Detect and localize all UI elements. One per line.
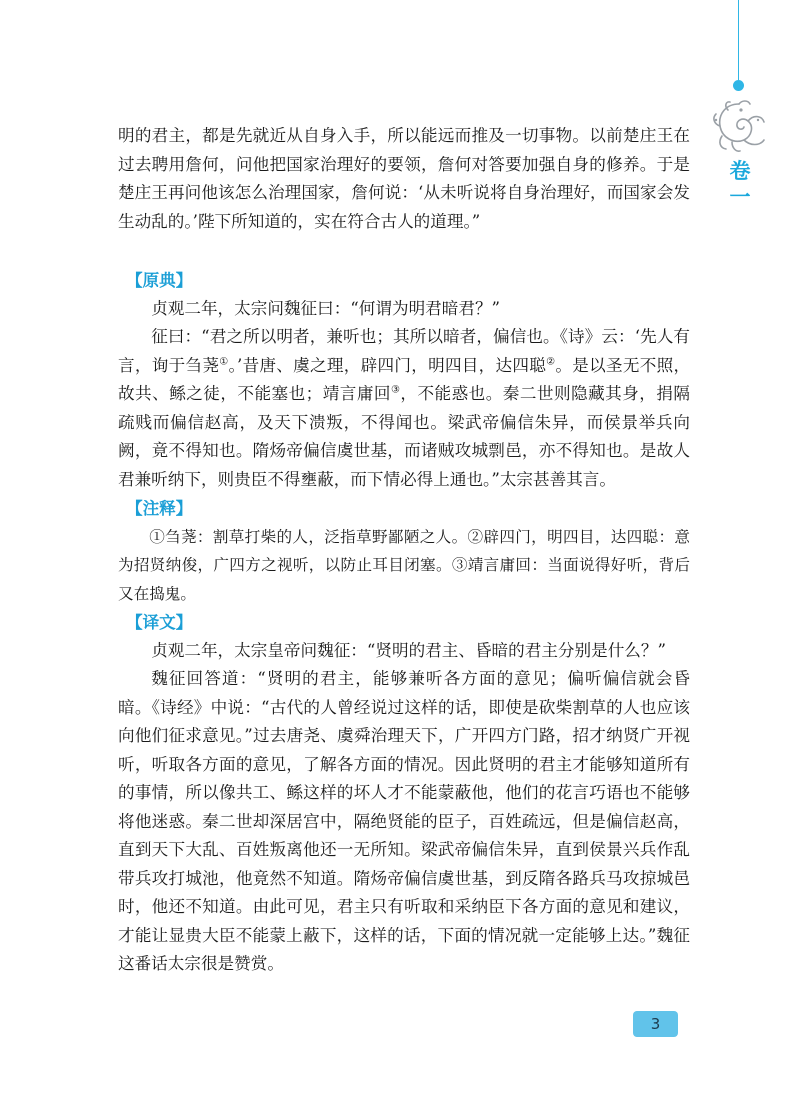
- margin-accent-dot: [733, 80, 744, 91]
- notes-heading: 【注释】: [126, 498, 193, 518]
- original-text-b: 。’昔唐、虞之理，辟四门，明四目，达四聪: [228, 355, 547, 375]
- translation-heading: 【译文】: [126, 612, 193, 632]
- original-paragraph-1: 贞观二年，太宗问魏征曰：“何谓为明君暗君？”: [151, 298, 501, 318]
- footnote-ref-1: ①: [219, 355, 229, 367]
- footnote-ref-3: ③: [390, 384, 401, 396]
- original-paragraph-2: [118, 323, 690, 494]
- margin-accent-line: [738, 0, 739, 80]
- original-text-d: ，不能惑也。秦二世则隐藏其身，捐隔疏贱而偏信赵高，及天下溃叛，不得闻也。梁武帝偏信朱异，而侯景举兵向阙，竟不得知也。隋炀帝偏信虞世基，而诸贼攻城剽邑，亦不得知也。是故人君兼听纳下，则贵臣不得壅蔽，而下情必得上通也。”太宗甚善其言。: [118, 384, 690, 489]
- original-text-c: 。是以圣无不照，故共、鲧之徒，不能塞也；靖言庸回: [118, 355, 691, 403]
- page-number: 3: [633, 1011, 678, 1037]
- translation-paragraph-1: 贞观二年，太宗皇帝问魏征：“贤明的君主、昏暗的君主分别是什么？”: [151, 640, 666, 660]
- translation-paragraph-2: 魏征回答道：“贤明的君主，能够兼听各方面的意见；偏听偏信就会昏暗。《诗经》中说：“古代的人曾经说过这样的话，即使是砍柴割草的人也应该向他们征求意见。”过去唐尧、虞舜治理天下，广开四方门路，招才纳贤广开视听，听取各方面的意见，了解各方面的情况。因此贤明的君主才能够知道所有的事情，所以像共工、鲧这样的坏人才不能蒙蔽他，他们的花言巧语也不能够将他迷惑。秦二世却深居宫中，隔绝贤能的臣子，百姓疏远，但是偏信赵高，直到天下大乱、百姓叛离他还一无所知。梁武帝偏信朱异，直到侯景兴兵作乱带兵攻打城池，他竟然不知道。隋炀帝偏信虞世基，到反隋各路兵马攻掠城邑时，他还不知道。由此可见，君主只有听取和采纳臣下各方面的意见和建议，才能让显贵大臣不能蒙上蔽下，这样的话，下面的情况就一定能够上达。”魏征这番话太宗很是赞赏。: [118, 669, 690, 973]
- intro-paragraph: 明的君主，都是先就近从自身入手，所以能远而推及一切事物。以前楚庄王在过去聘用詹何，问他把国家治理好的要领，詹何对答要加强自身的修养。于是楚庄王再问他该怎么治理国家，詹何说：‘从未听说将自身治理好，而国家会发生动乱的。’陛下所知道的，实在符合古人的道理。”: [118, 126, 690, 231]
- original-text-a: 征曰：“君之所以明者，兼听也；其所以暗者，偏信也。《诗》云：‘先人有言，询于刍荛: [118, 327, 690, 375]
- volume-label-char-1: 卷: [729, 158, 751, 183]
- dragon-ornament-icon: [708, 96, 770, 158]
- volume-label-char-2: 一: [729, 184, 751, 209]
- volume-label: [725, 158, 755, 210]
- original-heading: 【原典】: [126, 270, 193, 290]
- notes-text: ①刍荛：割草打柴的人，泛指草野鄙陋之人。②辟四门，明四目，达四聪：意为招贤纳俊，广四方之视听，以防止耳目闭塞。③靖言庸回：当面说得好听，背后又在捣鬼。: [118, 527, 690, 603]
- footnote-ref-2: ②: [546, 355, 556, 367]
- main-text: [118, 122, 690, 979]
